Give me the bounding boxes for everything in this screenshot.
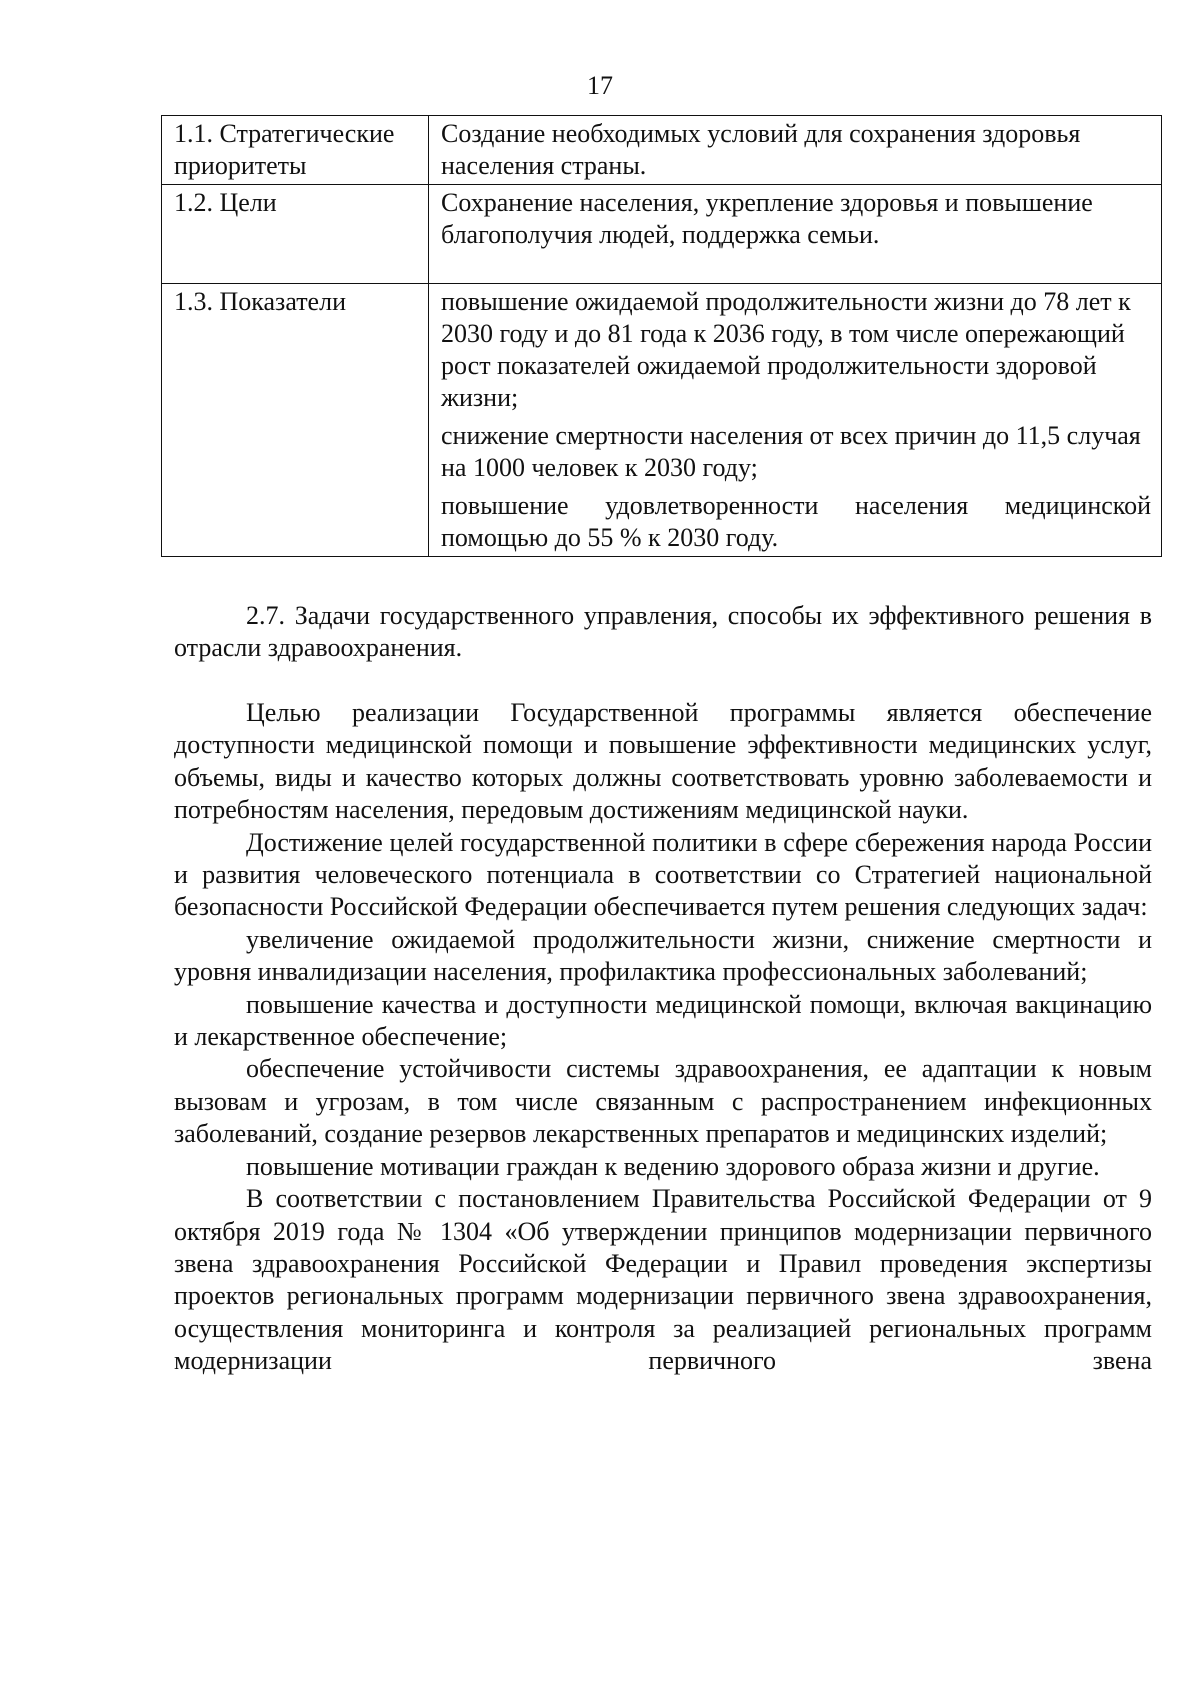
table-row <box>162 185 1162 284</box>
indicator-item: повышение ожидаемой продолжительности жизни до 78 лет к 2030 году и до 81 года к 2036 году, в том числе опережающий рост показателей ожидаемой продолжительности здоровой жизни; <box>441 287 1131 412</box>
body-text <box>174 697 1152 1378</box>
page-number: 17 <box>587 71 613 100</box>
list-item: обеспечение устойчивости системы здравоохранения, ее адаптации к новым вызовам и угрозам, в том числе связанным с распространением инфекционных заболеваний, создание резервов лекарственных препаратов и медицинских изделий; <box>174 1054 1152 1149</box>
passport-table <box>161 115 1162 557</box>
row-value-text: Создание необходимых условий для сохранения здоровья населения страны. <box>441 119 1081 180</box>
table-row <box>162 284 1162 557</box>
row-value <box>429 185 1162 284</box>
table-row <box>162 116 1162 185</box>
row-value <box>429 284 1162 557</box>
section-heading-block <box>174 600 1152 665</box>
section-heading: 2.7. Задачи государственного управления, способы их эффективного решения в отрасли здравоохранения. <box>174 601 1152 663</box>
row-value-text: Сохранение населения, укрепление здоровья и повышение благополучия людей, поддержка семьи. <box>441 188 1093 249</box>
paragraph: Достижение целей государственной политики в сфере сбережения народа России и развития человеческого потенциала в соответствии со Стратегией национальной безопасности Российской Федерации обеспечивается путем решения следующих задач: <box>174 827 1152 922</box>
row-label: 1.2. Цели <box>162 185 429 284</box>
list-item: повышение качества и доступности медицинской помощи, включая вакцинацию и лекарственное обеспечение; <box>174 989 1152 1052</box>
paragraph: Целью реализации Государственной программы является обеспечение доступности медицинской помощи и повышение эффективности медицинских услуг, объемы, виды и качество которых должны соответствовать уровню заболеваемости и потребностям населения, передовым достижениям медицинской науки. <box>174 698 1152 825</box>
row-value <box>429 116 1162 185</box>
indicator-item: повышение удовлетворенности населения медицинской помощью до 55 % к 2030 году. <box>441 491 1151 552</box>
row-label: 1.3. Показатели <box>162 284 429 557</box>
indicator-item: снижение смертности населения от всех причин до 11,5 случая на 1000 человек к 2030 году; <box>441 421 1141 482</box>
paragraph: В соответствии с постановлением Правительства Российской Федерации от 9 октября 2019 года № 1304 «Об утверждении принципов модернизации первичного звена здравоохранения Российской Федерации и Правил проведения экспертизы проектов региональных программ модернизации первичного звена здравоохранения, осуществления мониторинга и контроля за реализацией региональных программ модернизации первичного звена <box>174 1184 1152 1376</box>
list-item: повышение мотивации граждан к ведению здорового образа жизни и другие. <box>246 1151 1100 1181</box>
list-item: увеличение ожидаемой продолжительности жизни, снижение смертности и уровня инвалидизации населения, профилактика профессиональных заболеваний; <box>174 924 1152 987</box>
row-label: 1.1. Стратегические приоритеты <box>162 116 429 185</box>
